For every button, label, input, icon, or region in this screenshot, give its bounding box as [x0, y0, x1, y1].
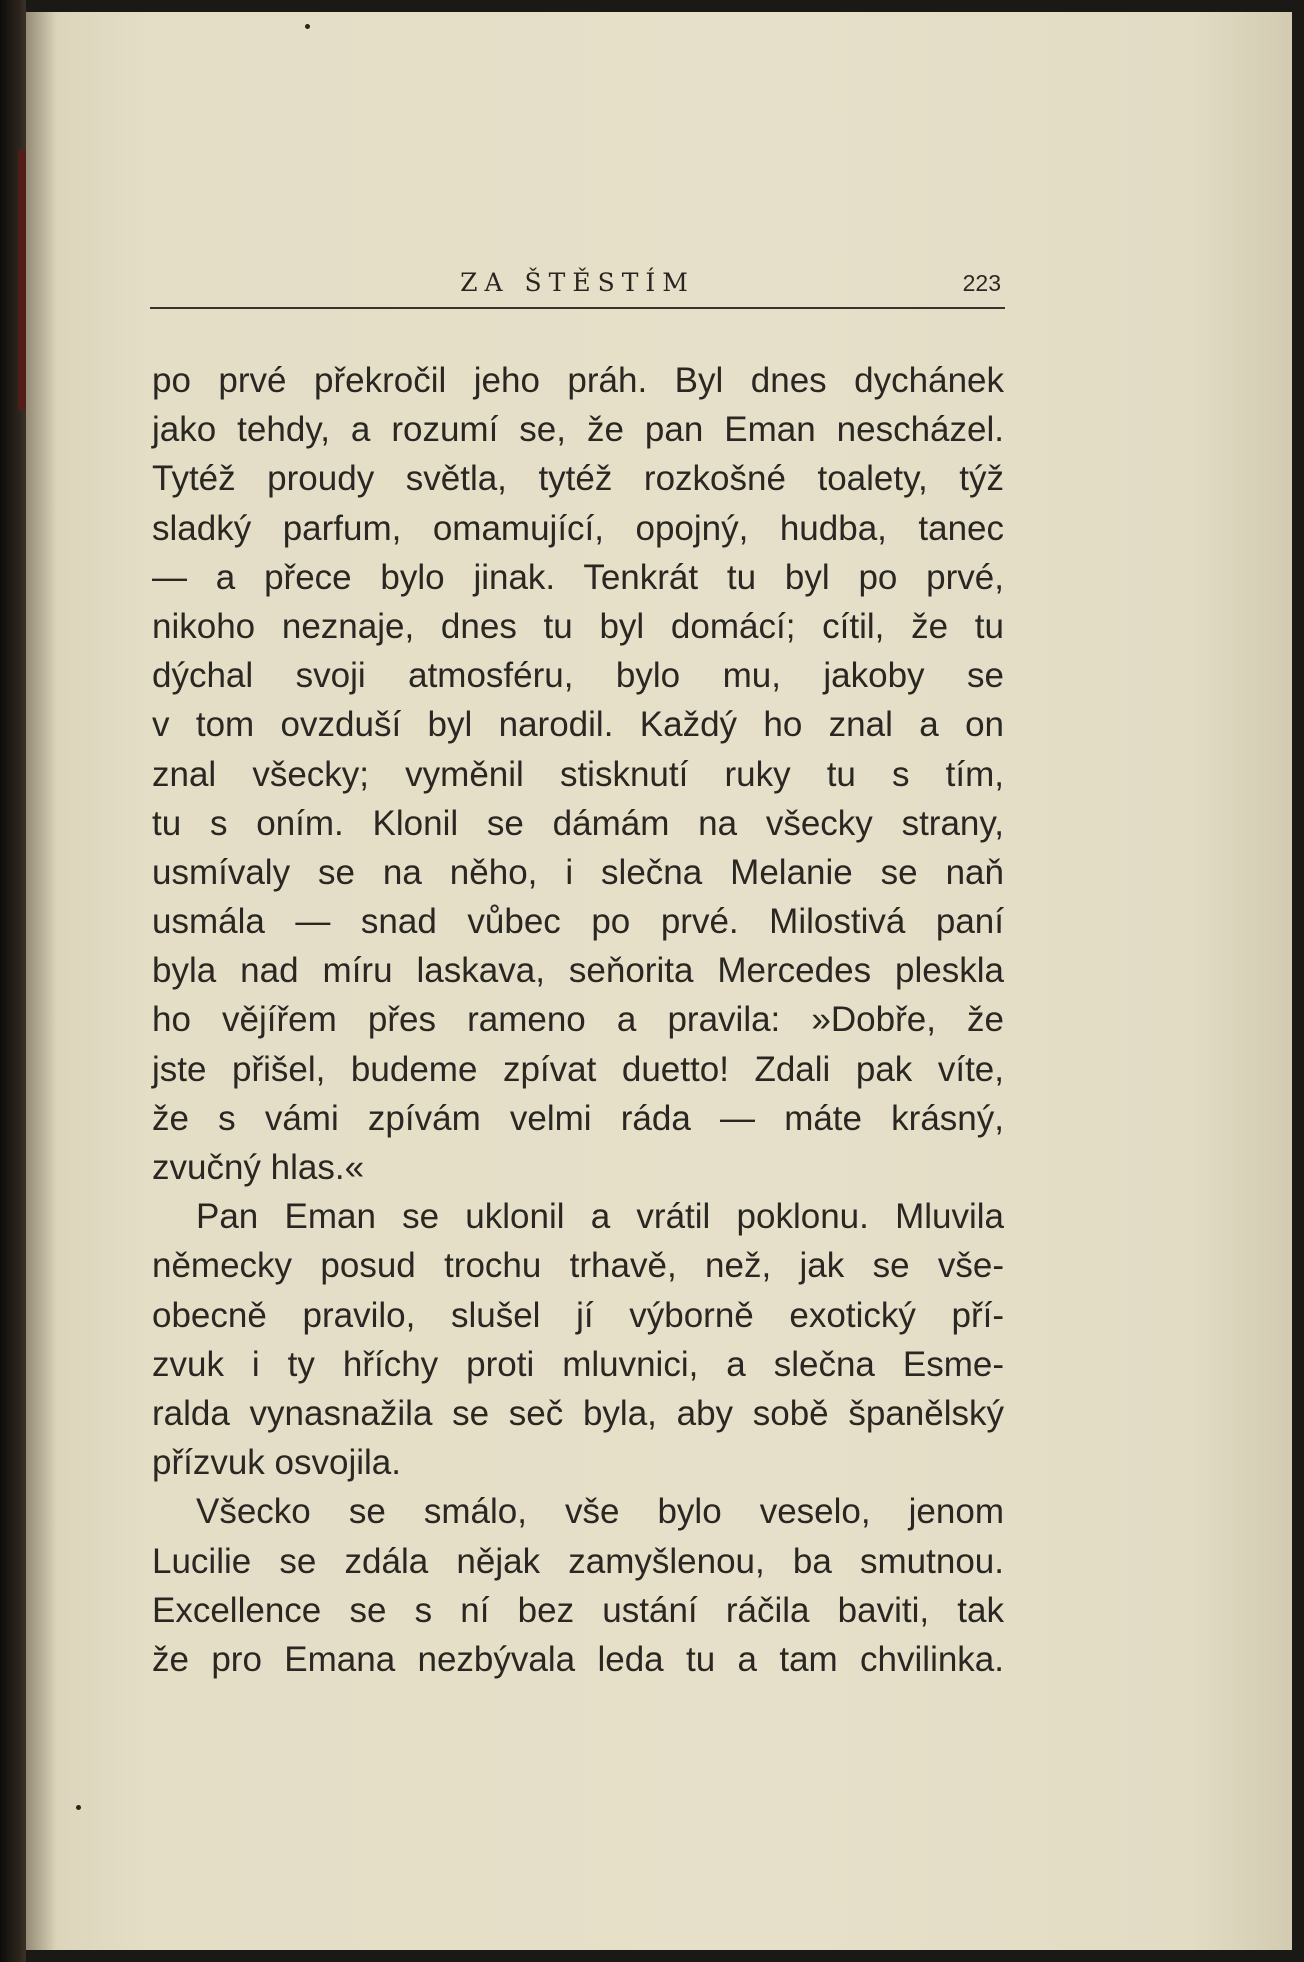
text-line: byla nad míru laskava, seňorita Mercedes pleskla — [152, 951, 1004, 991]
text-line: ralda vynasnažila se seč byla, aby sobě španělský — [152, 1393, 1004, 1433]
binding-mark — [18, 150, 26, 410]
page-number: 223 — [962, 270, 1001, 296]
text-line: sladký parfum, omamující, opojný, hudba, tanec — [152, 508, 1004, 548]
text-line: že pro Emana nezbývala leda tu a tam chvilinka. — [152, 1639, 1004, 1679]
text-line: obecně pravilo, slušel jí výborně exotický pří- — [152, 1295, 1004, 1335]
text-line: znal všecky; vyměnil stisknutí ruky tu s tím, — [152, 754, 1004, 794]
body-text — [152, 356, 1004, 1684]
running-title: ZA ŠTĚSTÍM — [460, 268, 695, 297]
text-line: přízvuk osvojila. — [152, 1443, 401, 1483]
text-line: po prvé překročil jeho práh. Byl dnes dychánek — [152, 361, 1004, 400]
text-line: dýchal svoji atmosféru, bylo mu, jakoby se — [152, 656, 1004, 696]
text-line: zvučný hlas.« — [152, 1148, 365, 1187]
text-line: usmívaly se na něho, i slečna Melanie se naň — [152, 852, 1004, 892]
page-speck — [305, 24, 310, 29]
text-line: — a přece bylo jinak. Tenkrát tu byl po prvé, — [152, 557, 1004, 597]
page-speck — [76, 1805, 81, 1810]
text-line: v tom ovzduší byl narodil. Každý ho znal a on — [152, 705, 1004, 745]
text-line: zvuk i ty hříchy proti mluvnici, a slečna Esme- — [152, 1344, 1004, 1384]
text-line: že s vámi zpívám velmi ráda — máte krásný, — [152, 1098, 1004, 1138]
text-line: Excellence se s ní bez ustání ráčila baviti, tak — [152, 1590, 1004, 1630]
text-line: ho vějířem přes rameno a pravila: »Dobře, že — [152, 1000, 1004, 1040]
text-line: usmála — snad vůbec po prvé. Milostivá paní — [152, 902, 1004, 942]
text-line: Tytéž proudy světla, tytéž rozkošné toalety, týž — [152, 459, 1004, 499]
text-line: Lucilie se zdála nějak zamyšlenou, ba smutnou. — [152, 1541, 1004, 1581]
text-line: jako tehdy, a rozumí se, že pan Eman nescházel. — [152, 410, 1004, 450]
gutter-shadow — [26, 12, 56, 1950]
text-line: Všecko se smálo, vše bylo veselo, jenom — [196, 1492, 1004, 1532]
text-line: Pan Eman se uklonil a vrátil poklonu. Mluvila — [196, 1197, 1004, 1237]
header-rule — [150, 307, 1005, 309]
text-line: německy posud trochu trhavě, než, jak se vše- — [152, 1246, 1004, 1286]
text-line: jste přišel, budeme zpívat duetto! Zdali pak víte, — [152, 1049, 1004, 1089]
running-header — [150, 264, 1005, 308]
text-line: tu s oním. Klonil se dámám na všecky strany, — [152, 803, 1004, 843]
text-line: nikoho neznaje, dnes tu byl domácí; cítil, že tu — [152, 606, 1004, 646]
